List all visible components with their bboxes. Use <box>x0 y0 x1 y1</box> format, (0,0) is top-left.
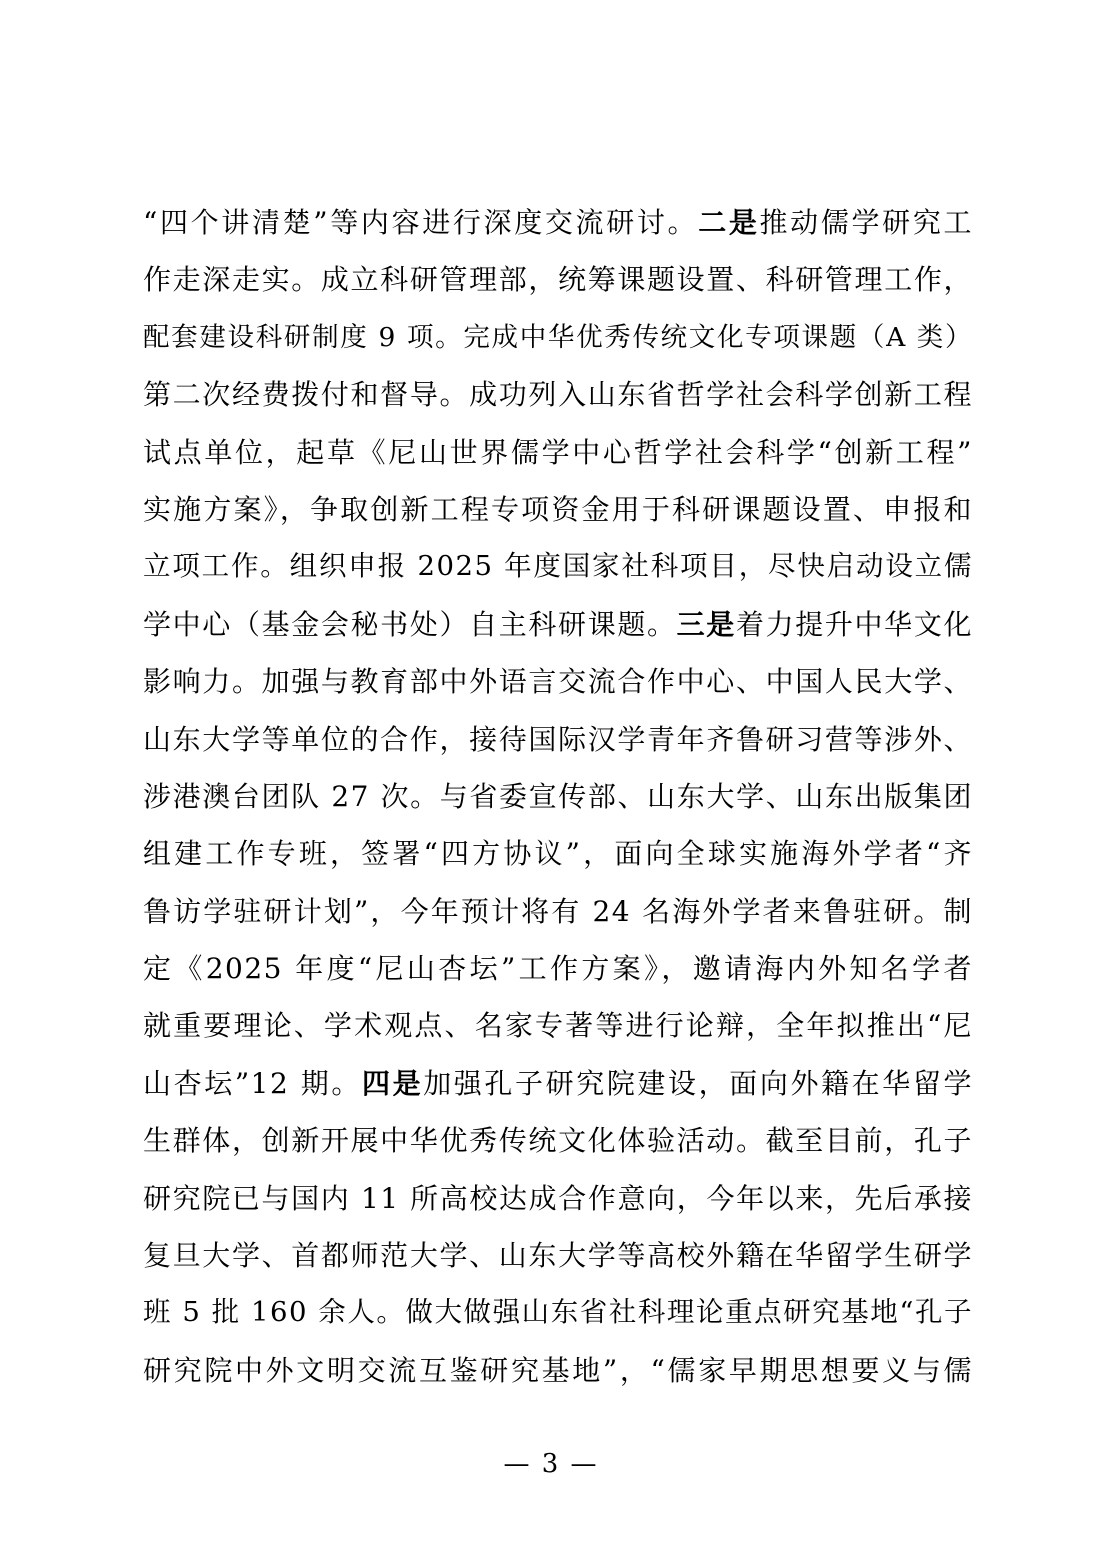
text-run: 着力提升中华文化 <box>735 607 973 641</box>
text-line <box>143 481 973 538</box>
text-run: 配套建设科研制度 9 项。完成中华优秀传统文化专项课题（A 类） <box>143 321 973 353</box>
text-run: 推动儒学研究工 <box>759 206 973 239</box>
text-run: 第二次经费拨付和督导。成功列入山东省哲学社会科学创新工程 <box>143 378 973 412</box>
text-line <box>143 883 973 940</box>
text-run: 山杏坛”12 期。 <box>143 1066 362 1100</box>
text-line <box>143 194 973 251</box>
text-run: 组建工作专班，签署“四方协议”，面向全球实施海外学者“齐 <box>143 837 973 871</box>
text-line <box>143 1112 973 1169</box>
text-run: 立项工作。组织申报 2025 年度国家社科项目，尽快启动设立儒 <box>143 550 973 583</box>
text-line <box>143 940 973 997</box>
text-run: 定《2025 年度“尼山杏坛”工作方案》，邀请海内外知名学者 <box>143 952 973 986</box>
text-run: 研究院已与国内 11 所高校达成合作意向，今年以来，先后承接 <box>143 1181 973 1215</box>
text-line <box>143 538 973 595</box>
emphasis-run: 四是 <box>361 1066 424 1100</box>
emphasis-run: 三是 <box>676 607 736 641</box>
text-run: 影响力。加强与教育部中外语言交流合作中心、中国人民大学、 <box>143 665 973 699</box>
text-line <box>143 768 973 825</box>
emphasis-run: 二是 <box>698 206 760 239</box>
text-line <box>143 825 973 882</box>
text-line <box>143 1227 973 1284</box>
text-line <box>143 1170 973 1227</box>
text-run: 研究院中外文明交流互鉴研究基地”，“儒家早期思想要义与儒 <box>143 1353 973 1387</box>
body-paragraph <box>143 194 973 1399</box>
text-run: 试点单位，起草《尼山世界儒学中心哲学社会科学“创新工程” <box>143 435 973 469</box>
text-line <box>143 711 973 768</box>
text-run: 学中心（基金会秘书处）自主科研课题。 <box>143 607 677 641</box>
text-run: 山东大学等单位的合作，接待国际汉学青年齐鲁研习营等涉外、 <box>143 722 973 756</box>
text-line <box>143 424 973 481</box>
text-run: 加强孔子研究院建设，面向外籍在华留学 <box>423 1066 973 1100</box>
text-line <box>143 653 973 710</box>
text-run: 实施方案》，争取创新工程专项资金用于科研课题设置、申报和 <box>143 492 973 526</box>
text-line <box>143 1284 973 1341</box>
text-line <box>143 1342 973 1399</box>
text-run: 复旦大学、首都师范大学、山东大学等高校外籍在华留学生研学 <box>143 1239 973 1273</box>
text-line <box>143 366 973 423</box>
text-line <box>143 309 973 366</box>
text-run: 班 5 批 160 余人。做大做强山东省社科理论重点研究基地“孔子 <box>143 1296 973 1329</box>
text-run: “四个讲清楚”等内容进行深度交流研讨。 <box>143 206 699 239</box>
page-number: — 3 — <box>503 1449 599 1479</box>
text-line <box>143 1055 973 1112</box>
text-run: 生群体，创新开展中华优秀传统文化体验活动。截至目前，孔子 <box>143 1124 973 1158</box>
text-line <box>143 997 973 1054</box>
text-run: 鲁访学驻研计划”，今年预计将有 24 名海外学者来鲁驻研。制 <box>143 894 973 928</box>
text-run: 就重要理论、学术观点、名家专著等进行论辩，全年拟推出“尼 <box>143 1009 973 1043</box>
text-run: 作走深走实。成立科研管理部，统筹课题设置、科研管理工作， <box>143 263 973 297</box>
text-line <box>143 596 973 653</box>
text-run: 涉港澳台团队 27 次。与省委宣传部、山东大学、山东出版集团 <box>143 779 973 813</box>
text-line <box>143 251 973 308</box>
